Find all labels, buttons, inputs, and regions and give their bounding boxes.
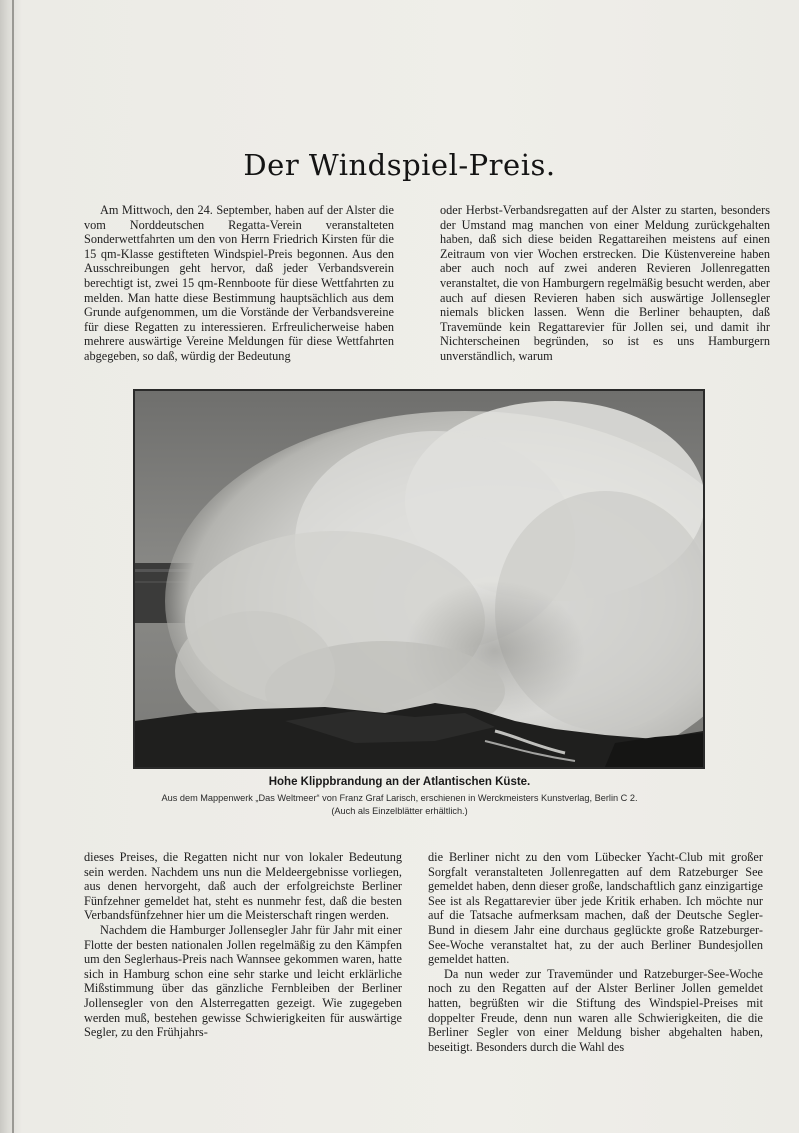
column-top-right <box>440 203 770 363</box>
paragraph: Da nun weder zur Travemünder und Ratzeburger-See-Woche noch zu den Regatten auf der Alster Berliner Jollen gemeldet hatten, begrüßten wir die Stiftung des Windspiel-Preises mit doppelter Freude, denn nun waren alle Schwierigkeiten, die die Berliner Segler von einer Meldung bisher abgehalten haben, beseitigt. Besonders durch die Wahl des <box>428 966 763 1054</box>
article-title: Der Windspiel-Preis. <box>243 148 556 182</box>
paragraph: Nachdem die Hamburger Jollensegler Jahr für Jahr mit einer Flotte der besten nationalen Jollen regelmäßig zu den Kämpfen um den Seglerhaus-Preis nach Wannsee gekommen waren, hatte sich in Hamburg schon eine sehr starke und leicht erklärliche Mißstimmung über das gänzliche Fernbleiben der Berliner Jollensegler von den Alsterregatten gezeigt. Wie zugegeben werden muß, bestehen gewisse Schwierigkeiten für auswärtige Segler, zu den Frühjahrs- <box>84 922 402 1040</box>
column-top-left <box>84 203 394 363</box>
column-bottom-right <box>428 850 763 1060</box>
paragraph: oder Herbst-Verbandsregatten auf der Alster zu starten, besonders der Umstand mag manchen von einer Meldung zurückgehalten haben, daß sich diese beiden Regattareihen meistens auf einen Zeitraum von vier Wochen erstrecken. Die Küstenvereine haben aber auch noch auf zwei anderen Revieren Jollenregatten veranstaltet, die von Hamburgern regelmäßig besucht werden, aber auch auf diesen Revieren haben sich auswärtige Jollensegler niemals blicken lassen. Wenn die Berliner behaupten, daß Travemünde kein Regattarevier für Jollen sei, und damit ihr Nichterscheinen begründen, so ist es uns Hamburgern unverständlich, warum <box>440 203 770 363</box>
paragraph: dieses Preises, die Regatten nicht nur von lokaler Bedeutung sein werden. Nachdem uns nun die Meldeergebnisse vorliegen, aus denen hervorgeht, daß auch der erfolgreichste Berliner Fünfzehner gemeldet hat, steht es nunmehr fest, daß die besten Verbandsfünfzehner hier um die Meisterschaft ringen werden. <box>84 850 402 923</box>
paragraph: Am Mittwoch, den 24. September, haben auf der Alster die vom Norddeutschen Regatta-Verein veranstalteten Sonderwettfahrten um den von Herrn Friedrich Kirsten für die 15 qm-Klasse gestifteten Windspiel-Preis begonnen. Aus den Ausschreibungen geht hervor, daß jeder Verbandsverein berechtigt ist, zwei 15 qm-Rennboote für diese Wettfahrten zu melden. Man hatte diese Bestimmung hauptsächlich aus dem Grunde aufgenommen, um die Vorstände der Verbandsvereine für diese Regatten zu interessieren. Erfreulicherweise haben mehrere auswärtige Vereine Meldungen für diese Wettfahrten abgegeben, so daß, würdig der Bedeutung <box>84 203 394 363</box>
photo-image <box>135 391 703 767</box>
figure-caption-title: Hohe Klippbrandung an der Atlantischen Küste. <box>268 776 531 788</box>
figure-caption-note: (Auch als Einzelblätter erhältlich.) <box>331 806 468 816</box>
column-bottom-left <box>84 850 402 1050</box>
paragraph: die Berliner nicht zu den vom Lübecker Yacht-Club mit großer Sorgfalt veranstalteten Jollenregatten auf dem Ratzeburger See gemeldet haben, denn dieser große, landschaftlich ganz einzigartige See ist als Regattarevier über jede Kritik erhaben. Ich möchte nur auf die Tatsache aufmerksam machen, daß der Deutsche Segler-Bund in diesem Jahr eine durchaus geglückte große Ratzeburger-See-Woche veranstaltet hat, zu der auch Berliner Bundesjollen gemeldet hatten. <box>428 850 763 967</box>
surf-photograph <box>133 389 705 769</box>
figure-caption-credit: Aus dem Mappenwerk „Das Weltmeer“ von Franz Graf Larisch, erschienen in Werckmeisters Kunstverlag, Berlin C 2. <box>161 793 638 803</box>
